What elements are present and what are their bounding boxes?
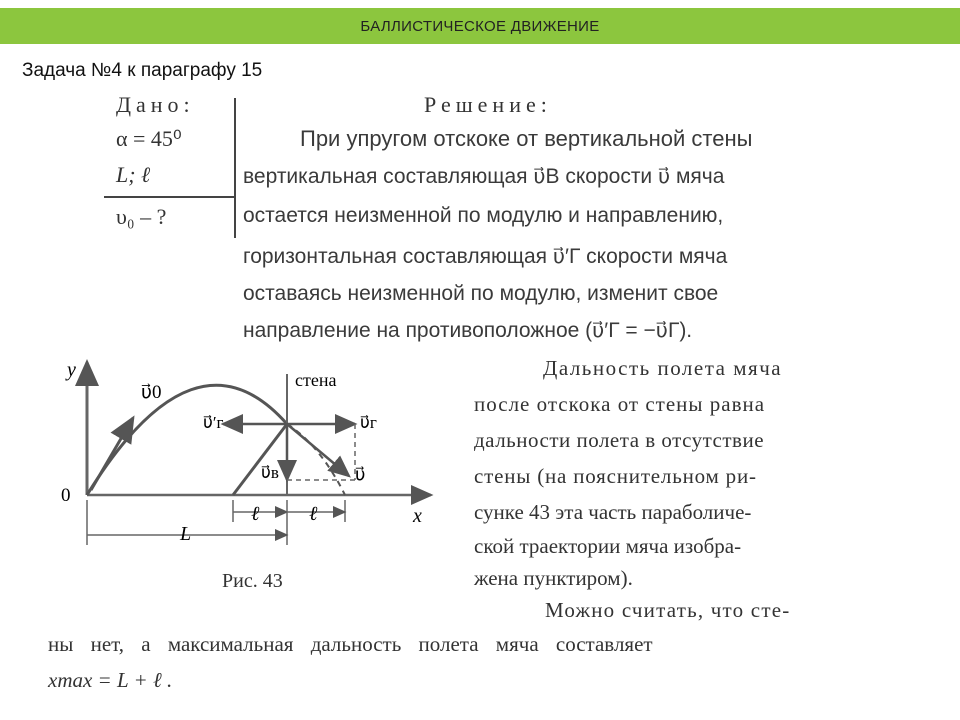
given-divider-vertical xyxy=(234,98,236,238)
vv-label: υ⃗в xyxy=(261,463,279,482)
vg-label: υ⃗г xyxy=(360,413,377,432)
solution-right-line: ны нет, а максимальная дальность полета мяча составляет xyxy=(48,632,653,656)
wall-label: стена xyxy=(295,370,337,390)
v0-label: υ⃗0 xyxy=(141,382,162,403)
solution-right-line: Дальность полета мяча xyxy=(543,356,783,380)
solution-line: остается неизменной по модулю и направлению, xyxy=(243,204,724,227)
origin-label: 0 xyxy=(61,485,71,506)
trajectory xyxy=(87,385,287,495)
solution-right-line: стены (на пояснительном ри- xyxy=(474,464,757,488)
vg-prime-label: υ⃗′г xyxy=(203,413,224,432)
solution-right-line: Можно считать, что сте- xyxy=(545,598,791,622)
figure-43 xyxy=(55,350,445,560)
given-heading: Дано: xyxy=(116,92,195,117)
solution-line: горизонтальная составляющая υ⃗′Г скорости мяча xyxy=(243,245,728,268)
header-banner xyxy=(0,8,960,44)
solution-right-line: дальности полета в отсутствие xyxy=(474,428,765,452)
header-title: БАЛЛИСТИЧЕСКОЕ ДВИЖЕНИЕ xyxy=(360,17,600,35)
L-label: L xyxy=(180,523,192,545)
solution-right-line: жена пунктиром). xyxy=(474,566,633,590)
given-line: α = 45⁰ xyxy=(116,126,182,151)
given-line: L; ℓ xyxy=(116,162,151,187)
solution-right-line: сунке 43 эта часть параболиче- xyxy=(474,500,752,524)
l1-label: ℓ xyxy=(251,503,260,525)
y-axis-label: y xyxy=(67,359,76,381)
given-line: υ₀ – ? xyxy=(116,204,167,229)
solution-heading: Решение: xyxy=(424,92,552,117)
v0-arrow xyxy=(91,418,133,490)
v-arrow xyxy=(287,424,349,476)
trajectory-dashed xyxy=(287,424,345,495)
figure-caption: Рис. 43 xyxy=(222,570,283,592)
task-title: Задача №4 к параграфу 15 xyxy=(22,60,263,81)
solution-right-line: ской траектории мяча изобра- xyxy=(474,534,742,558)
solution-line: оставаясь неизменной по модулю, изменит свое xyxy=(243,282,719,305)
solution-right-line: после отскока от стены равна xyxy=(474,392,766,416)
l2-label: ℓ xyxy=(309,503,318,525)
v-label: υ⃗ xyxy=(355,464,366,484)
trajectory-reflected xyxy=(233,424,287,495)
solution-line: направление на противоположное (υ⃗′Г = −υ⃗Г). xyxy=(243,319,693,342)
given-divider-horizontal xyxy=(104,196,234,198)
solution-line: При упругом отскоке от вертикальной стены xyxy=(300,126,753,151)
x-axis-label: x xyxy=(413,505,422,527)
formula-xmax: xmax = L + ℓ . xyxy=(48,668,173,692)
solution-line: вертикальная составляющая υ⃗B скорости υ⃗ мяча xyxy=(243,165,725,188)
